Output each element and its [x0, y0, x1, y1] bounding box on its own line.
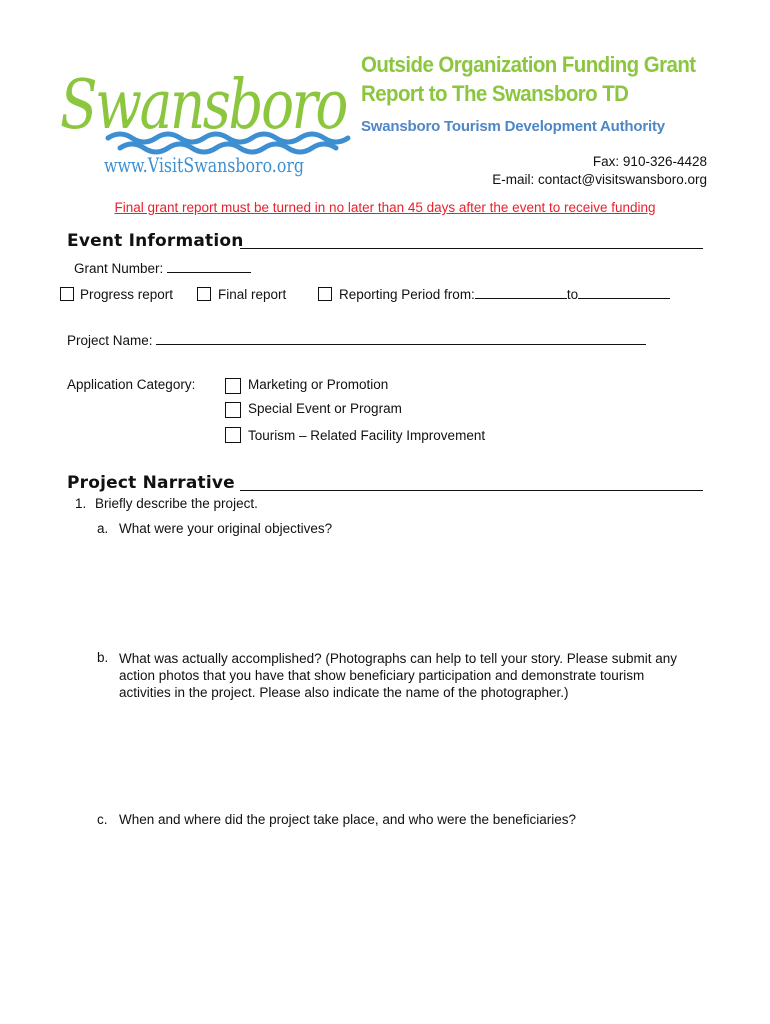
reporting-period-row — [339, 287, 670, 302]
question-c-text: When and where did the project take place, and who were the beneficiaries? — [119, 812, 577, 827]
logo-wordmark: Swansboro — [60, 66, 347, 145]
swansboro-logo — [58, 44, 350, 180]
final-report-checkbox[interactable] — [197, 287, 211, 301]
logo-wave-2 — [120, 144, 336, 152]
section-divider — [240, 490, 703, 491]
grant-number-field[interactable] — [167, 261, 251, 273]
logo-website: www.VisitSwansboro.org — [104, 153, 305, 177]
question-b-text: What was actually accomplished? (Photographs can help to tell your story. Please submit any action photos that you have that show beneficiary participation and demonstrate tourism activities in the project. Please also indicate the name of the photographer.) — [119, 651, 678, 700]
reporting-period-to-field[interactable] — [578, 287, 670, 299]
reporting-period-from-field[interactable] — [475, 287, 567, 299]
final-report-label: Final report — [218, 287, 287, 302]
form-subtitle: Swansboro Tourism Development Authority — [361, 118, 665, 135]
reporting-period-label: Reporting Period from: — [339, 287, 475, 302]
fax-number: Fax: 910-326-4428 — [592, 154, 707, 169]
project-name-field[interactable] — [156, 333, 646, 345]
progress-report-checkbox[interactable] — [60, 287, 74, 301]
marketing-promotion-checkbox[interactable] — [225, 378, 241, 394]
category-special-event-label: Special Event or Program — [248, 401, 402, 416]
question-c-letter: c. — [97, 812, 108, 827]
project-narrative-heading: Project Narrative — [67, 473, 235, 493]
category-facility-label: Tourism – Related Facility Improvement — [248, 428, 486, 443]
event-information-heading: Event Information — [67, 231, 244, 251]
project-name-label: Project Name: — [67, 333, 153, 348]
question-a-text: What were your original objectives? — [119, 521, 333, 536]
form-title-line1: Outside Organization Funding Grant — [361, 52, 696, 77]
grant-number-row — [74, 261, 251, 276]
grant-number-label: Grant Number: — [74, 261, 164, 276]
reporting-period-checkbox[interactable] — [318, 287, 332, 301]
progress-report-label: Progress report — [80, 287, 174, 302]
question-b-letter: b. — [97, 650, 109, 665]
facility-improvement-checkbox[interactable] — [225, 427, 241, 443]
form-title-line2: Report to The Swansboro TD — [361, 81, 629, 106]
application-category-label: Application Category: — [67, 377, 196, 392]
section-divider — [240, 248, 703, 249]
category-marketing-label: Marketing or Promotion — [248, 377, 389, 392]
reporting-period-to-label: to — [566, 287, 579, 302]
deadline-notice: Final grant report must be turned in no later than 45 days after the event to receive funding — [114, 200, 656, 215]
question-1-text: Briefly describe the project. — [95, 496, 258, 511]
question-a-letter: a. — [97, 521, 109, 536]
project-name-row — [67, 333, 646, 348]
question-1-number: 1. — [75, 496, 87, 511]
email-address: E-mail: contact@visitswansboro.org — [492, 172, 707, 187]
special-event-checkbox[interactable] — [225, 402, 241, 418]
